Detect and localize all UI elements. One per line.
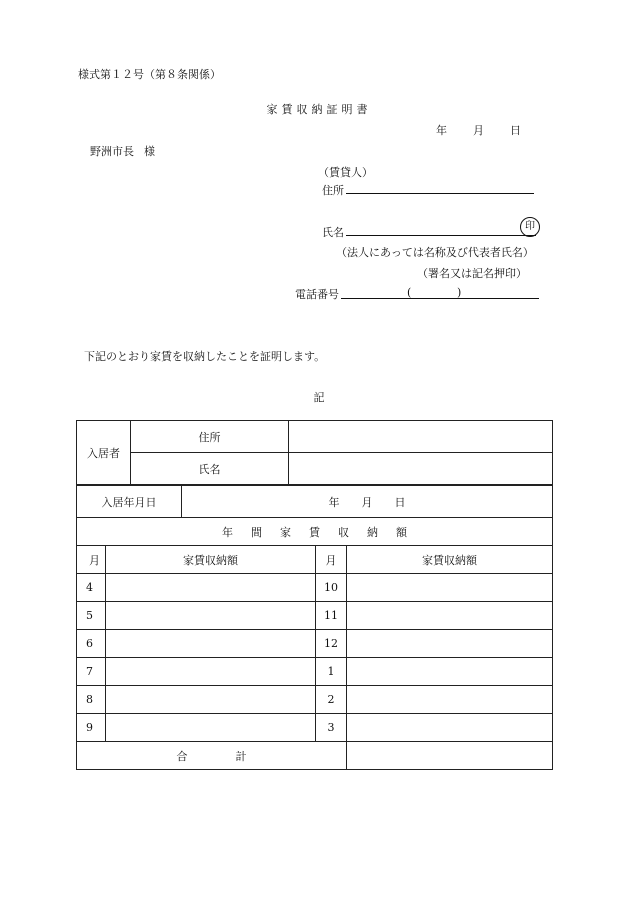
month-cell-left: 8 — [77, 686, 106, 714]
month-cell-left: 5 — [77, 602, 106, 630]
phone-paren-open: ( — [407, 286, 412, 299]
month-header-left: 月 — [77, 546, 106, 574]
total-amount-cell[interactable] — [347, 742, 553, 770]
month-cell-right: 11 — [316, 602, 347, 630]
issue-date — [436, 122, 521, 138]
annual-heading: 年間家賃収納額 — [77, 518, 553, 546]
landlord-address-field[interactable] — [346, 193, 534, 194]
amount-header-left: 家賃収納額 — [106, 546, 316, 574]
month-header-right: 月 — [316, 546, 347, 574]
phone-label: 電話番号 — [295, 288, 339, 301]
phone-field[interactable] — [341, 298, 539, 299]
total-row — [77, 742, 553, 770]
column-header-row — [77, 546, 553, 574]
form-number: 様式第１２号（第８条関係） — [78, 68, 221, 81]
movein-year-label: 年 — [328, 495, 340, 509]
amount-cell-right[interactable] — [347, 714, 553, 742]
ki-heading: 記 — [313, 391, 325, 404]
rent-table-body — [76, 485, 553, 770]
movein-row — [77, 486, 553, 518]
resident-address-row — [77, 421, 553, 453]
addressee-suffix: 様 — [144, 145, 155, 158]
movein-month-label: 月 — [361, 495, 373, 509]
month-row — [77, 574, 553, 602]
document-title: 家賃収納証明書 — [266, 103, 372, 116]
addressee — [90, 143, 155, 159]
resident-label: 入居者 — [77, 421, 131, 485]
amount-cell-right[interactable] — [347, 630, 553, 658]
landlord-name-field[interactable] — [346, 235, 536, 236]
landlord-address-label: 住所 — [322, 184, 344, 197]
amount-cell-left[interactable] — [106, 602, 316, 630]
total-label-2: 計 — [235, 749, 247, 763]
month-cell-left: 6 — [77, 630, 106, 658]
rent-table — [76, 420, 553, 485]
date-year-label: 年 — [436, 124, 447, 137]
movein-day-label: 日 — [394, 495, 406, 509]
month-row — [77, 602, 553, 630]
month-cell-left: 4 — [77, 574, 106, 602]
resident-name-row — [77, 453, 553, 485]
month-row — [77, 714, 553, 742]
month-cell-right: 3 — [316, 714, 347, 742]
amount-cell-left[interactable] — [106, 686, 316, 714]
resident-address-cell[interactable] — [289, 421, 553, 453]
resident-name-cell[interactable] — [289, 453, 553, 485]
month-row — [77, 630, 553, 658]
month-cell-right: 12 — [316, 630, 347, 658]
date-day-label: 日 — [510, 124, 521, 137]
total-label-1: 合 — [176, 749, 188, 763]
amount-cell-left[interactable] — [106, 658, 316, 686]
month-cell-left: 9 — [77, 714, 106, 742]
month-row — [77, 658, 553, 686]
amount-cell-left[interactable] — [106, 574, 316, 602]
landlord-section-label: （賃貸人） — [318, 166, 373, 179]
amount-cell-right[interactable] — [347, 658, 553, 686]
signature-note: （署名又は記名押印） — [417, 267, 527, 280]
month-cell-right: 2 — [316, 686, 347, 714]
seal-mark: 印 — [520, 217, 540, 237]
corporate-note: （法人にあっては名称及び代表者氏名） — [336, 246, 534, 259]
amount-cell-left[interactable] — [106, 630, 316, 658]
total-label — [77, 742, 347, 770]
month-cell-left: 7 — [77, 658, 106, 686]
certification-text: 下記のとおり家賃を収納したことを証明します。 — [84, 350, 326, 363]
resident-name-label: 氏名 — [131, 453, 289, 485]
amount-header-right: 家賃収納額 — [347, 546, 553, 574]
date-month-label: 月 — [473, 124, 484, 137]
amount-cell-right[interactable] — [347, 574, 553, 602]
amount-cell-right[interactable] — [347, 686, 553, 714]
amount-cell-right[interactable] — [347, 602, 553, 630]
annual-heading-row — [77, 518, 553, 546]
movein-label: 入居年月日 — [77, 486, 182, 518]
month-cell-right: 10 — [316, 574, 347, 602]
movein-date-cell[interactable] — [182, 486, 553, 518]
month-row — [77, 686, 553, 714]
amount-cell-left[interactable] — [106, 714, 316, 742]
month-cell-right: 1 — [316, 658, 347, 686]
landlord-name-label: 氏名 — [322, 226, 344, 239]
addressee-name: 野洲市長 — [90, 145, 134, 158]
resident-address-label: 住所 — [131, 421, 289, 453]
phone-paren-close: ) — [457, 286, 462, 299]
